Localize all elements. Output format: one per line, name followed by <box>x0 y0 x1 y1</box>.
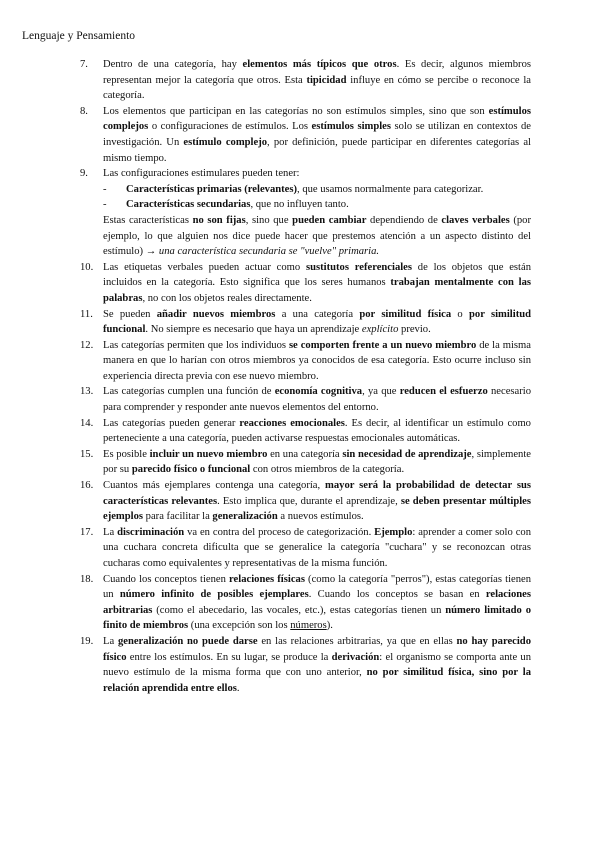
list-item <box>80 260 531 307</box>
bold-phrase: sin necesidad de aprendizaje <box>342 448 472 460</box>
text-run: Cuantos más ejemplares contenga una categoría, <box>103 480 326 492</box>
sub-item <box>103 197 531 213</box>
item-number: 8. <box>80 105 88 117</box>
italic-phrase: una característica secundaria se "vuelve" primaria. <box>158 246 380 258</box>
text-run: en una categoría <box>267 448 343 460</box>
item-number: 15. <box>80 448 94 460</box>
bold-phrase: relaciones arbitrarias <box>103 589 531 616</box>
text-run: Las configuraciones estimulares pueden tener: <box>103 168 300 180</box>
bold-phrase: Características secundarias <box>126 199 251 211</box>
item-text <box>103 57 531 104</box>
list-item <box>80 525 531 572</box>
bold-phrase: por similitud física <box>359 308 452 320</box>
text-run: influye en cómo se percibe o reconoce la categoría. <box>103 74 531 102</box>
text-run: (por ejemplo, lo que alguien nos dice puede hacer que prestemos atención a un aspecto distinto del estímulo) → <box>103 214 531 258</box>
text-run: entre los estímulos. En su lugar, se produce la <box>126 651 332 663</box>
list-item <box>80 307 531 338</box>
text-run: . Es decir, algunos miembros representan mejor la categoría que otros. Esta <box>103 59 531 86</box>
bold-phrase: pueden cambiar <box>292 214 367 226</box>
text-run: , sino que <box>245 214 293 226</box>
text-run: Es posible <box>103 448 150 460</box>
bold-phrase: elementos más típicos que otros <box>242 59 397 70</box>
item-number: 9. <box>80 168 88 180</box>
text-run: Se pueden <box>103 308 157 320</box>
item-text <box>103 447 531 478</box>
bold-phrase: generalización <box>212 511 278 523</box>
bold-phrase: por similitud funcional <box>103 308 532 336</box>
bold-phrase: tipicidad <box>306 74 347 86</box>
item-number: 19. <box>80 635 94 647</box>
bold-phrase: estímulos complejos <box>103 105 531 133</box>
sub-item-text <box>126 199 349 210</box>
item-number: 18. <box>80 573 94 585</box>
text-run: Las etiquetas verbales pueden actuar como <box>103 261 306 273</box>
bullet-dash: - <box>103 199 107 211</box>
bold-phrase: no son fijas <box>192 214 246 226</box>
text-run: o configuraciones de estímulos. Los <box>148 121 312 133</box>
sub-item <box>103 182 531 198</box>
bold-phrase: discriminación <box>117 526 185 538</box>
bold-phrase: Ejemplo <box>374 526 413 538</box>
bold-phrase: sustitutos referenciales <box>305 261 413 273</box>
text-run: ). <box>326 620 333 632</box>
item-text <box>103 572 531 634</box>
item-text <box>103 104 531 166</box>
text-run: Las categorías cumplen una función de <box>103 386 275 398</box>
text-run: (una excepción son los <box>188 620 291 632</box>
item-text <box>103 478 531 525</box>
item-text <box>103 416 531 447</box>
text-run: a nuevos estímulos. <box>277 511 364 523</box>
text-run: , no con los objetos reales directamente. <box>142 292 312 304</box>
bold-phrase: mayor será la probabilidad de detectar sus características relevantes <box>103 480 531 507</box>
text-run: , simplemente por su <box>103 448 531 476</box>
text-run: Los elementos que participan en las categorías no son estímulos simples, sino que son <box>103 105 489 117</box>
text-run: , ya que <box>362 386 400 398</box>
bold-phrase: se deben presentar múltiples ejemplos <box>103 495 532 523</box>
bold-phrase: Características primarias (relevantes) <box>126 183 298 195</box>
text-run: , que no influyen tanto. <box>250 199 349 211</box>
text-run: (como la categoría "perros"), estas categorías tienen un <box>103 573 532 601</box>
list-item <box>80 57 531 104</box>
text-run: , por definición, puede participar en diferentes categorías al mismo tiempo. <box>103 136 531 164</box>
item-text <box>103 260 531 307</box>
text-run: o <box>451 308 469 320</box>
bold-phrase: número infinito de posibles ejemplares <box>119 589 309 601</box>
item-number: 10. <box>80 261 94 273</box>
italic-phrase: explícito <box>361 324 399 336</box>
text-run: . <box>236 682 240 694</box>
bold-phrase: estímulos simples <box>311 121 391 133</box>
text-run: con otros miembros de la categoría. <box>250 464 405 476</box>
item-number: 17. <box>80 526 94 538</box>
item-text <box>103 338 531 385</box>
text-run: Estas características <box>103 214 193 226</box>
bold-phrase: relaciones físicas <box>229 573 305 585</box>
text-run: . Cuando los conceptos se basan en <box>308 589 486 601</box>
item-text <box>103 307 531 338</box>
text-run: solo se utilizan en contextos de investigación. Un <box>103 121 531 148</box>
text-run: . Esto implica que, durante el aprendizaje, <box>217 495 401 507</box>
item-continuation <box>103 213 531 260</box>
bold-phrase: incluir un nuevo miembro <box>149 448 268 460</box>
text-run: a una categoría <box>275 308 360 320</box>
text-run: (como el abecedario, las vocales, etc.), estas categorías tienen un <box>152 604 446 616</box>
bold-phrase: economía cognitiva <box>274 386 363 398</box>
item-number: 7. <box>80 59 88 70</box>
underlined-phrase: números <box>290 620 327 632</box>
bold-phrase: reacciones emocionales <box>239 417 345 429</box>
list-item <box>80 104 531 166</box>
text-run: dependiendo de <box>366 214 442 226</box>
text-run: La <box>103 526 118 538</box>
item-number: 12. <box>80 339 94 351</box>
bold-phrase: se comporten frente a un nuevo miembro <box>288 339 477 351</box>
bold-phrase: no por similitud física, sino por la relación aprendida entre ellos <box>103 667 531 694</box>
list-item <box>80 447 531 478</box>
text-run: para facilitar la <box>143 511 213 523</box>
text-run: en las relaciones arbitrarias, ya que en ellas <box>257 635 457 647</box>
text-run: Cuando los conceptos tienen <box>103 573 230 585</box>
bold-phrase: parecido físico o funcional <box>131 464 251 476</box>
bold-phrase: no hay parecido físico <box>103 635 531 663</box>
text-run: Dentro de una categoría, hay <box>103 59 243 70</box>
bold-phrase: generalización no puede darse <box>117 635 258 647</box>
bold-phrase: trabajan mentalmente con las palabras <box>103 277 531 304</box>
bold-phrase: número limitado o finito de miembros <box>103 604 531 632</box>
text-run: . Es decir, al identificar un estímulo como perteneciente a una categoría, pueden activarse respuestas emocionales automáticas. <box>103 417 531 445</box>
bold-phrase: estímulo complejo <box>183 136 268 148</box>
item-number: 16. <box>80 480 94 492</box>
text-run: de los objetos que están incluidos en la categoría. Esto significa que los seres humanos <box>103 261 531 289</box>
bold-phrase: derivación <box>331 651 380 663</box>
page-header: Lenguaje y Pensamiento <box>22 30 136 42</box>
text-run: . No siempre es necesario que haya un aprendizaje <box>145 324 362 336</box>
text-run: , que usamos normalmente para categorizar. <box>297 183 484 195</box>
item-number: 14. <box>80 417 94 429</box>
bold-phrase: reducen el esfuerzo <box>399 386 488 398</box>
numbered-list <box>80 57 531 696</box>
item-text <box>103 525 531 572</box>
text-run: necesario para comprender y responder ante nuevos elementos del entorno. <box>103 386 531 414</box>
sub-item-text <box>126 184 483 195</box>
list-item <box>80 338 531 385</box>
item-number: 13. <box>80 386 94 398</box>
list-item <box>80 416 531 447</box>
text-run: La <box>103 635 118 647</box>
text-run: previo. <box>398 324 431 336</box>
list-item <box>80 166 531 260</box>
text-run: Las categorías pueden generar <box>103 417 240 429</box>
bold-phrase: claves verbales <box>441 214 510 226</box>
list-item <box>80 384 531 415</box>
item-number: 11. <box>80 308 93 320</box>
list-item <box>80 572 531 634</box>
text-run: Las categorías permiten que los individuos <box>103 339 289 351</box>
list-item <box>80 634 531 696</box>
text-run: va en contra del proceso de categorización. <box>184 526 375 538</box>
bold-phrase: añadir nuevos miembros <box>156 308 276 320</box>
text-run: de la misma manera en que lo harían con otros miembros ya conocidos de esa categoría. Esto ocurre incluso sin experiencia directa previa con ese nuevo miembro. <box>103 339 532 382</box>
item-text <box>103 166 531 182</box>
bullet-dash: - <box>103 183 107 195</box>
item-text <box>103 634 531 696</box>
text-run: : aprender a comer solo con una cuchara concreta dificulta que se generalice la categoría "cuchara" y se reconozcan otras cucharas como equivalentes y representativas de la misma función. <box>103 526 531 569</box>
text-run: : el organismo se comporta ante un nuevo estímulo de la misma forma que con uno anterior, <box>103 651 531 679</box>
item-text <box>103 384 531 415</box>
list-item <box>80 478 531 525</box>
